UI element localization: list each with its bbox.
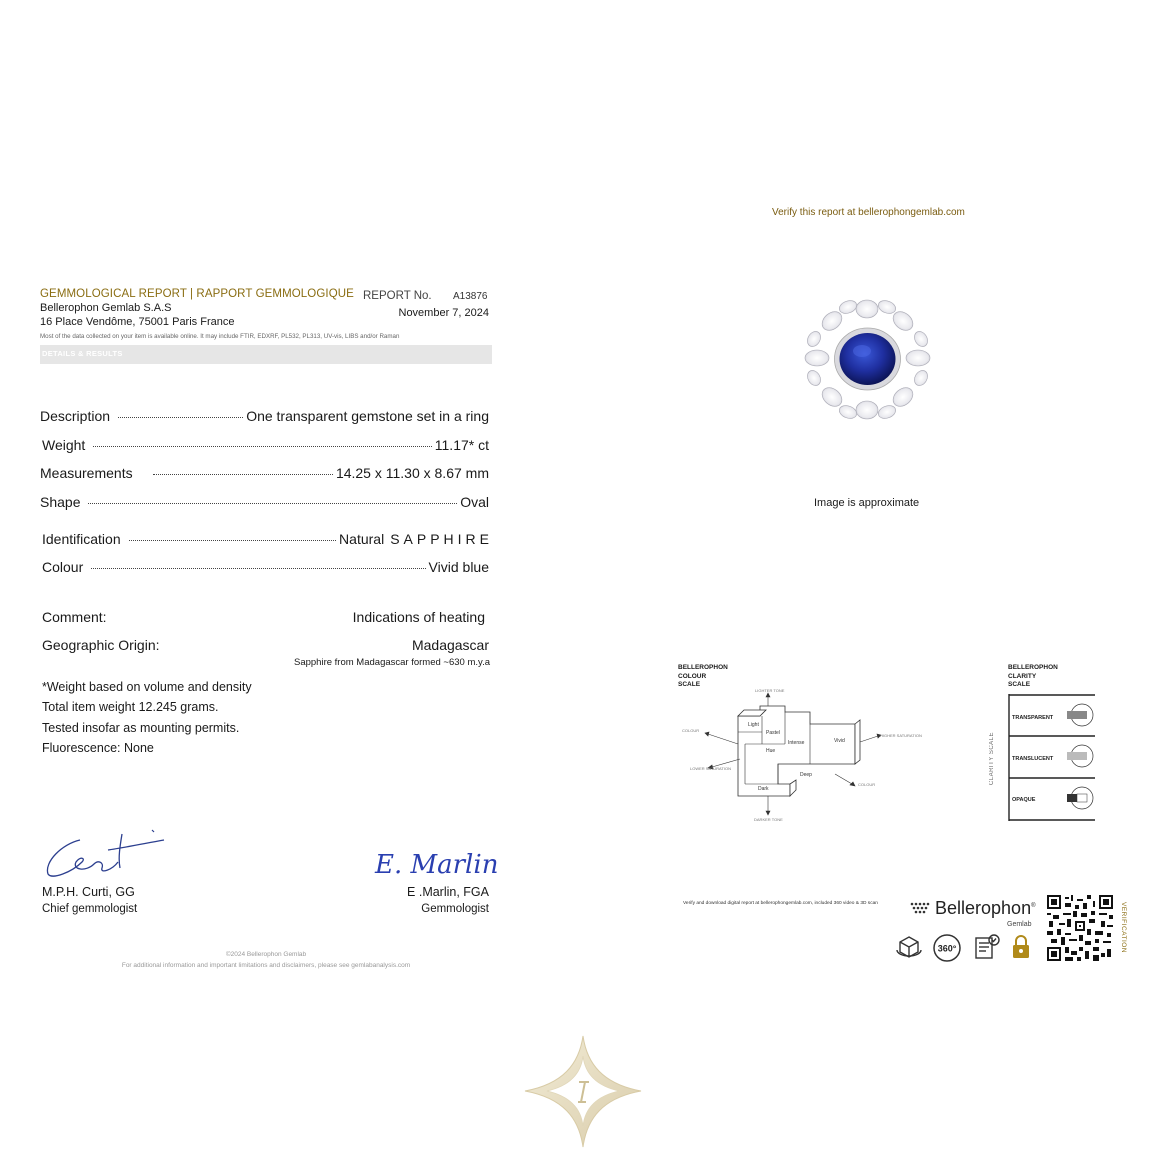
measurements-value: 14.25 x 11.30 x 8.67 mm — [335, 465, 489, 481]
colour-scale-higher: HIGHER SATURATION — [880, 733, 922, 738]
certificate-icon — [972, 932, 1002, 962]
weight-label: Weight — [42, 437, 86, 453]
signature-marlin: E. Marlin — [375, 850, 499, 880]
lock-icon — [1010, 934, 1032, 960]
identification-label: Identification — [42, 531, 121, 547]
clarity-opaque: OPAQUE — [1012, 797, 1036, 803]
image-caption: Image is approximate — [814, 497, 920, 509]
origin-value: Madagascar — [411, 637, 489, 653]
dot-leader — [129, 540, 336, 541]
360-video-icon — [932, 933, 962, 963]
verification-label: VERIFICATION — [1120, 902, 1127, 954]
qr-code[interactable] — [1047, 895, 1113, 961]
note-total-weight: Total item weight 12.245 grams. — [42, 700, 219, 714]
report-number-label: REPORT No. — [363, 290, 432, 302]
colour-scale-lower: LOWER SATURATION — [690, 766, 731, 771]
colour-label: Colour — [42, 559, 84, 575]
report-title: GEMMOLOGICAL REPORT | RAPPORT GEMMOLOGIQUE — [40, 288, 354, 300]
description-row — [40, 408, 489, 426]
note-weight: *Weight based on volume and density — [42, 680, 252, 694]
report-date: November 7, 2024 — [398, 307, 489, 319]
colour-scale-intense: Intense — [788, 740, 805, 746]
colour-scale-dark: Dark — [758, 786, 769, 792]
clarity-translucent: TRANSLUCENT — [1012, 756, 1054, 762]
company-address: 16 Place Vendôme, 75001 Paris France — [40, 316, 235, 328]
colour-scale-light: Light — [748, 722, 759, 728]
brand-subtitle: Gemlab — [1007, 921, 1032, 928]
bellerophon-logo-icon — [908, 900, 932, 916]
company-name: Bellerophon Gemlab S.A.S — [40, 302, 172, 314]
measurements-label: Measurements — [40, 465, 133, 481]
colour-scale-darker-tone: DARKER TONE — [754, 817, 783, 822]
clarity-scale-title-line: CLARITY — [1008, 672, 1037, 680]
colour-scale-vivid: Vivid — [834, 738, 845, 744]
360-label: 360° — [937, 943, 957, 954]
clarity-scale-title-line: BELLEROPHON — [1008, 664, 1058, 671]
measurements-row — [40, 465, 489, 483]
clarity-scale-title-line: SCALE — [1008, 681, 1031, 688]
watermark-logo — [523, 1034, 643, 1149]
description-value: One transparent gemstone set in a ring — [246, 408, 489, 424]
dot-leader — [88, 503, 457, 504]
colour-scale-colour-right: COLOUR — [858, 782, 876, 787]
colour-scale-title-line: COLOUR — [678, 672, 707, 680]
dot-leader — [91, 568, 425, 569]
identification-value: SAPPHIRE — [390, 531, 493, 547]
3d-scan-icon — [895, 933, 923, 961]
comment-label: Comment: — [42, 609, 107, 625]
signature-curti — [42, 822, 167, 882]
brand-name-text: Bellerophon — [935, 898, 1032, 918]
left-signer-role: Chief gemmologist — [42, 903, 138, 915]
colour-scale-hue: Hue — [766, 748, 776, 754]
dot-leader — [153, 474, 333, 475]
dot-leader — [118, 417, 243, 418]
colour-scale-title-line: BELLEROPHON — [678, 664, 728, 671]
registered-mark: ® — [1031, 903, 1036, 909]
clarity-scale-title — [1008, 664, 1058, 690]
clarity-scale-diagram — [1007, 694, 1097, 822]
verify-link[interactable]: Verify this report at bellerophongemlab.com — [772, 207, 965, 218]
weight-row — [42, 437, 489, 455]
colour-scale-pastel: Pastel — [766, 730, 780, 736]
shape-value: Oval — [460, 494, 489, 510]
weight-value: 11.17* ct — [434, 437, 489, 453]
dot-leader — [93, 446, 431, 447]
identification-row — [42, 531, 493, 549]
note-fluorescence: Fluorescence: None — [42, 741, 154, 755]
data-note: Most of the data collected on your item is available online. It may include FTIR, EDXRF, PL532, PL313, UV-vis, LIBS and/or Raman — [40, 333, 400, 340]
left-signer-name: M.P.H. Curti, GG — [42, 885, 135, 899]
colour-row — [42, 559, 489, 577]
footer-disclaimer: For additional information and important limitations and disclaimers, please see gemlabanalysis.com — [121, 962, 411, 969]
details-results-label: DETAILS & RESULTS — [42, 349, 123, 358]
colour-scale-lighter-tone: LIGHTER TONE — [755, 688, 785, 693]
report-number: A13876 — [453, 291, 488, 302]
origin-label: Geographic Origin: — [42, 637, 160, 653]
colour-value: Vivid blue — [428, 559, 489, 575]
identification-prefix: Natural — [339, 531, 385, 547]
comment-value: Indications of heating — [352, 609, 485, 625]
shape-row — [40, 494, 489, 512]
brand-name — [935, 898, 1036, 919]
right-signer-role: Gemmologist — [421, 903, 489, 915]
shape-label: Shape — [40, 494, 81, 510]
clarity-axis-label: CLARITY SCALE — [989, 732, 995, 786]
clarity-transparent: TRANSPARENT — [1012, 715, 1054, 721]
colour-scale-deep: Deep — [800, 772, 812, 778]
right-signer-name: E .Marlin, FGA — [407, 885, 489, 899]
colour-scale-diagram — [680, 684, 922, 824]
description-label: Description — [40, 408, 111, 424]
details-results-bar — [40, 345, 492, 364]
ring-image — [800, 295, 935, 425]
verify-small-text: Verify and download digital report at bellerophongemlab.com, included 360 video & 3D scan — [683, 901, 878, 906]
note-tested: Tested insofar as mounting permits. — [42, 721, 240, 735]
colour-scale-title-line: SCALE — [678, 681, 701, 688]
colour-scale-colour-left: COLOUR — [682, 728, 700, 733]
footer-copyright: ©2024 Bellerophon Gemlab — [225, 951, 307, 958]
origin-note: Sapphire from Madagascar formed ~630 m.y.a — [294, 657, 490, 668]
